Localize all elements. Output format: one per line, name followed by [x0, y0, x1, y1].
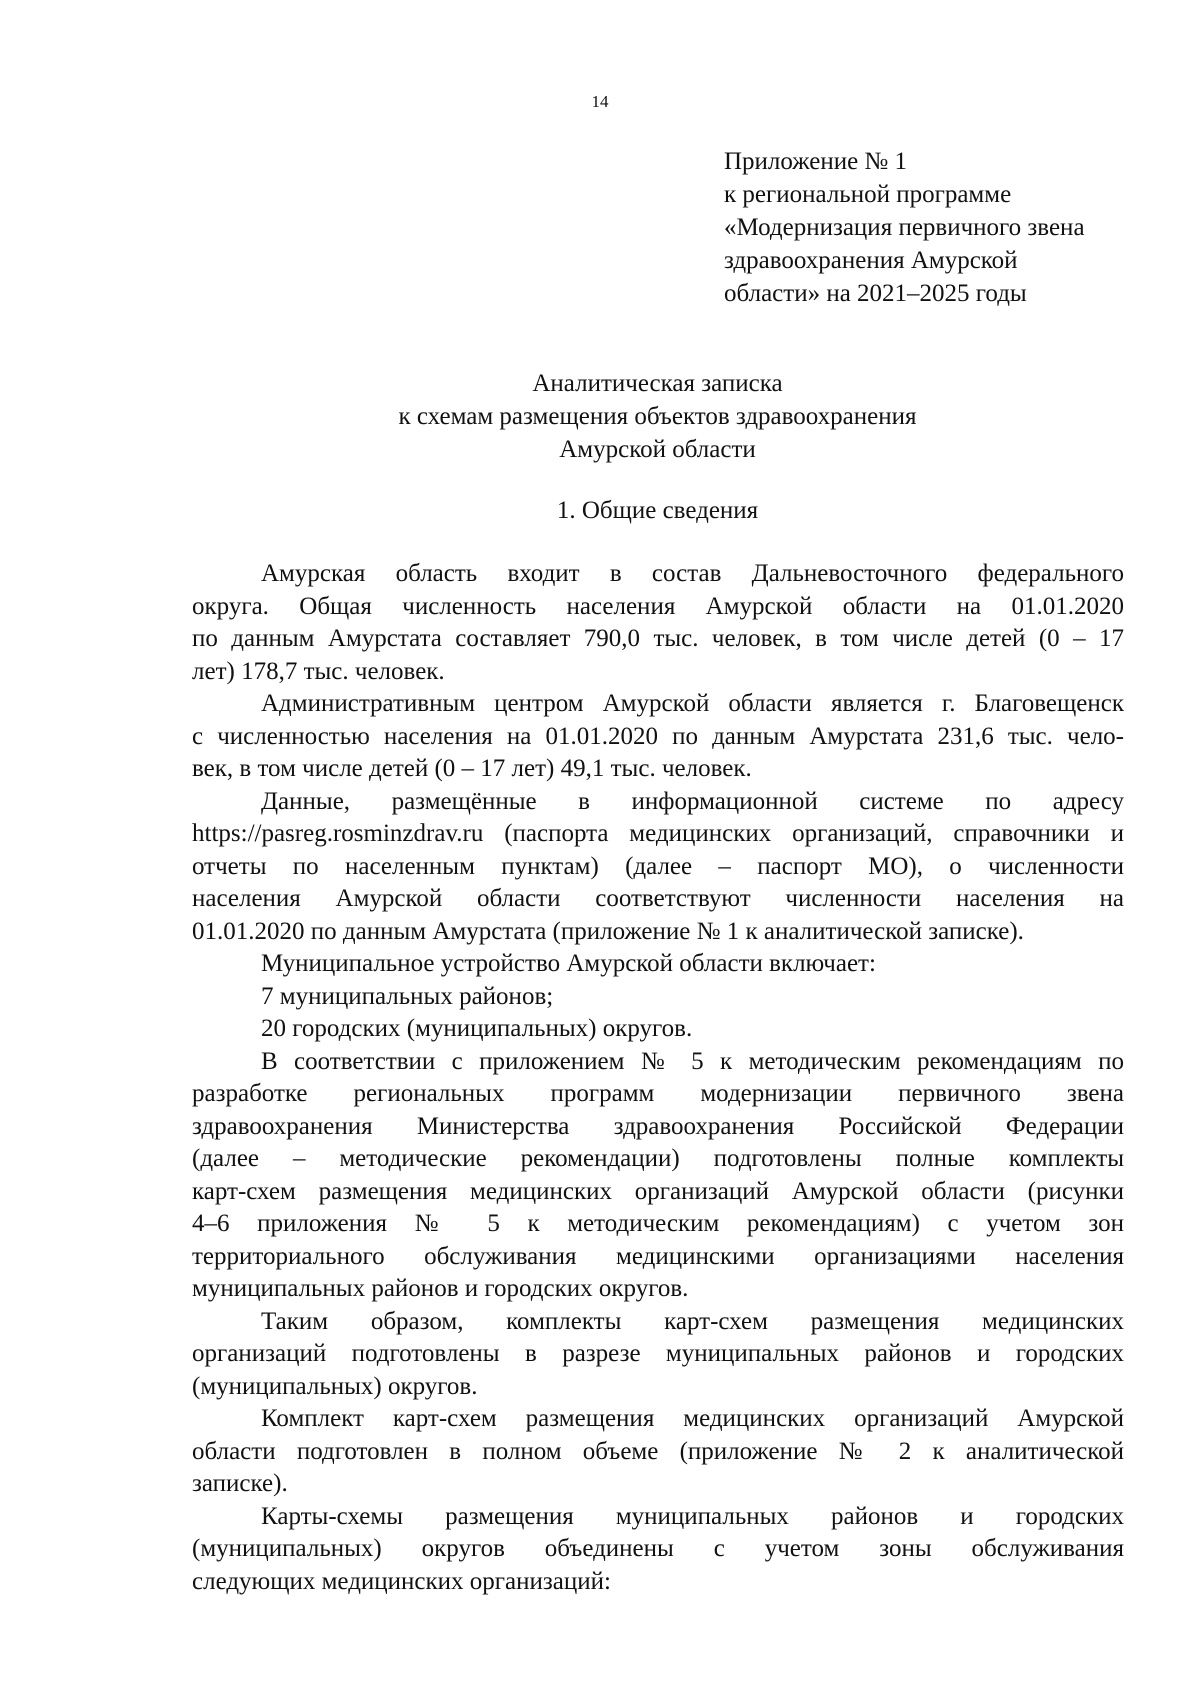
body-line: по данным Амурстата составляет 790,0 тыс. человек, в том числе детей (0 – 17 [192, 625, 1124, 652]
body-line: лет) 178,7 тыс. человек. [192, 657, 445, 685]
body-line: 01.01.2020 по данным Амурстата (приложение № 1 к аналитической записке). [192, 917, 1024, 945]
body-line: Таким образом, комплекты карт-схем размещения медицинских [261, 1307, 1124, 1335]
body-line: Административным центром Амурской области является г. Благовещенск [261, 690, 1124, 717]
body-line: записке). [192, 1470, 288, 1497]
body-line: населения Амурской области соответствуют численности населения на [192, 885, 1124, 912]
body-line: муниципальных районов и городских округов. [192, 1275, 689, 1302]
body-line: (муниципальных) округов объединены с учетом зоны обслуживания [192, 1535, 1124, 1562]
appendix-block [724, 145, 1184, 310]
title-line: Аналитическая записка [532, 370, 783, 397]
title-line: Амурской области [559, 436, 756, 463]
body-line: округа. Общая численность населения Амурской области на 01.01.2020 [192, 592, 1124, 620]
body-line: разработке региональных программ модернизации первичного звена [192, 1080, 1124, 1107]
body-line: (далее – методические рекомендации) подготовлены полные комплекты [192, 1145, 1124, 1172]
body-line: области подготовлен в полном объеме (приложение № 2 к аналитической [192, 1437, 1124, 1465]
body-line: следующих медицинских организаций: [192, 1567, 611, 1595]
body-line: Муниципальное устройство Амурской области включает: [261, 950, 876, 977]
appendix-line: к региональной программе [724, 181, 1012, 208]
body-line: (муниципальных) округов. [192, 1372, 478, 1400]
list-item: 20 городских (муниципальных) округов. [261, 1015, 693, 1042]
body-text [192, 558, 1124, 1598]
body-line: https://pasreg.rosminzdrav.ru (паспорта медицинских организаций, справочники и [192, 820, 1124, 847]
body-line: Карты-схемы размещения муниципальных районов и городских [261, 1502, 1124, 1530]
body-line: карт-схем размещения медицинских организаций Амурской области (рисунки [192, 1177, 1124, 1205]
body-line: Данные, размещённые в информационной системе по адресу [261, 787, 1124, 815]
appendix-line: Приложение № 1 [724, 148, 908, 175]
body-line: территориального обслуживания медицинскими организациями населения [192, 1242, 1124, 1270]
body-line: Комплект карт-схем размещения медицинских организаций Амурской [261, 1405, 1124, 1432]
body-line: 4–6 приложения № 5 к методическим рекомендациям) с учетом зон [192, 1210, 1124, 1237]
body-line: век, в том числе детей (0 – 17 лет) 49,1 тыс. человек. [192, 755, 752, 782]
body-line: В соответствии с приложением № 5 к методическим рекомендациям по [261, 1047, 1124, 1075]
title-line: к схемам размещения объектов здравоохранения [398, 403, 917, 430]
appendix-line: здравоохранения Амурской [724, 247, 1018, 274]
body-line: с численностью населения на 01.01.2020 по данным Амурстата 231,6 тыс. чело- [192, 722, 1124, 750]
body-line: здравоохранения Министерства здравоохранения Российской Федерации [192, 1112, 1124, 1140]
section-heading: 1. Общие сведения [556, 497, 759, 524]
appendix-line: области» на 2021–2025 годы [724, 280, 1027, 307]
list-item: 7 муниципальных районов; [261, 982, 554, 1010]
body-line: Амурская область входит в состав Дальневосточного федерального [261, 560, 1124, 587]
body-line: организаций подготовлены в разрезе муниципальных районов и городских [192, 1340, 1124, 1367]
page-number: 14 [591, 92, 609, 111]
document-title [0, 367, 1200, 466]
appendix-line: «Модернизация первичного звена [724, 214, 1085, 241]
body-line: отчеты по населенным пунктам) (далее – паспорт МО), о численности [192, 852, 1124, 880]
